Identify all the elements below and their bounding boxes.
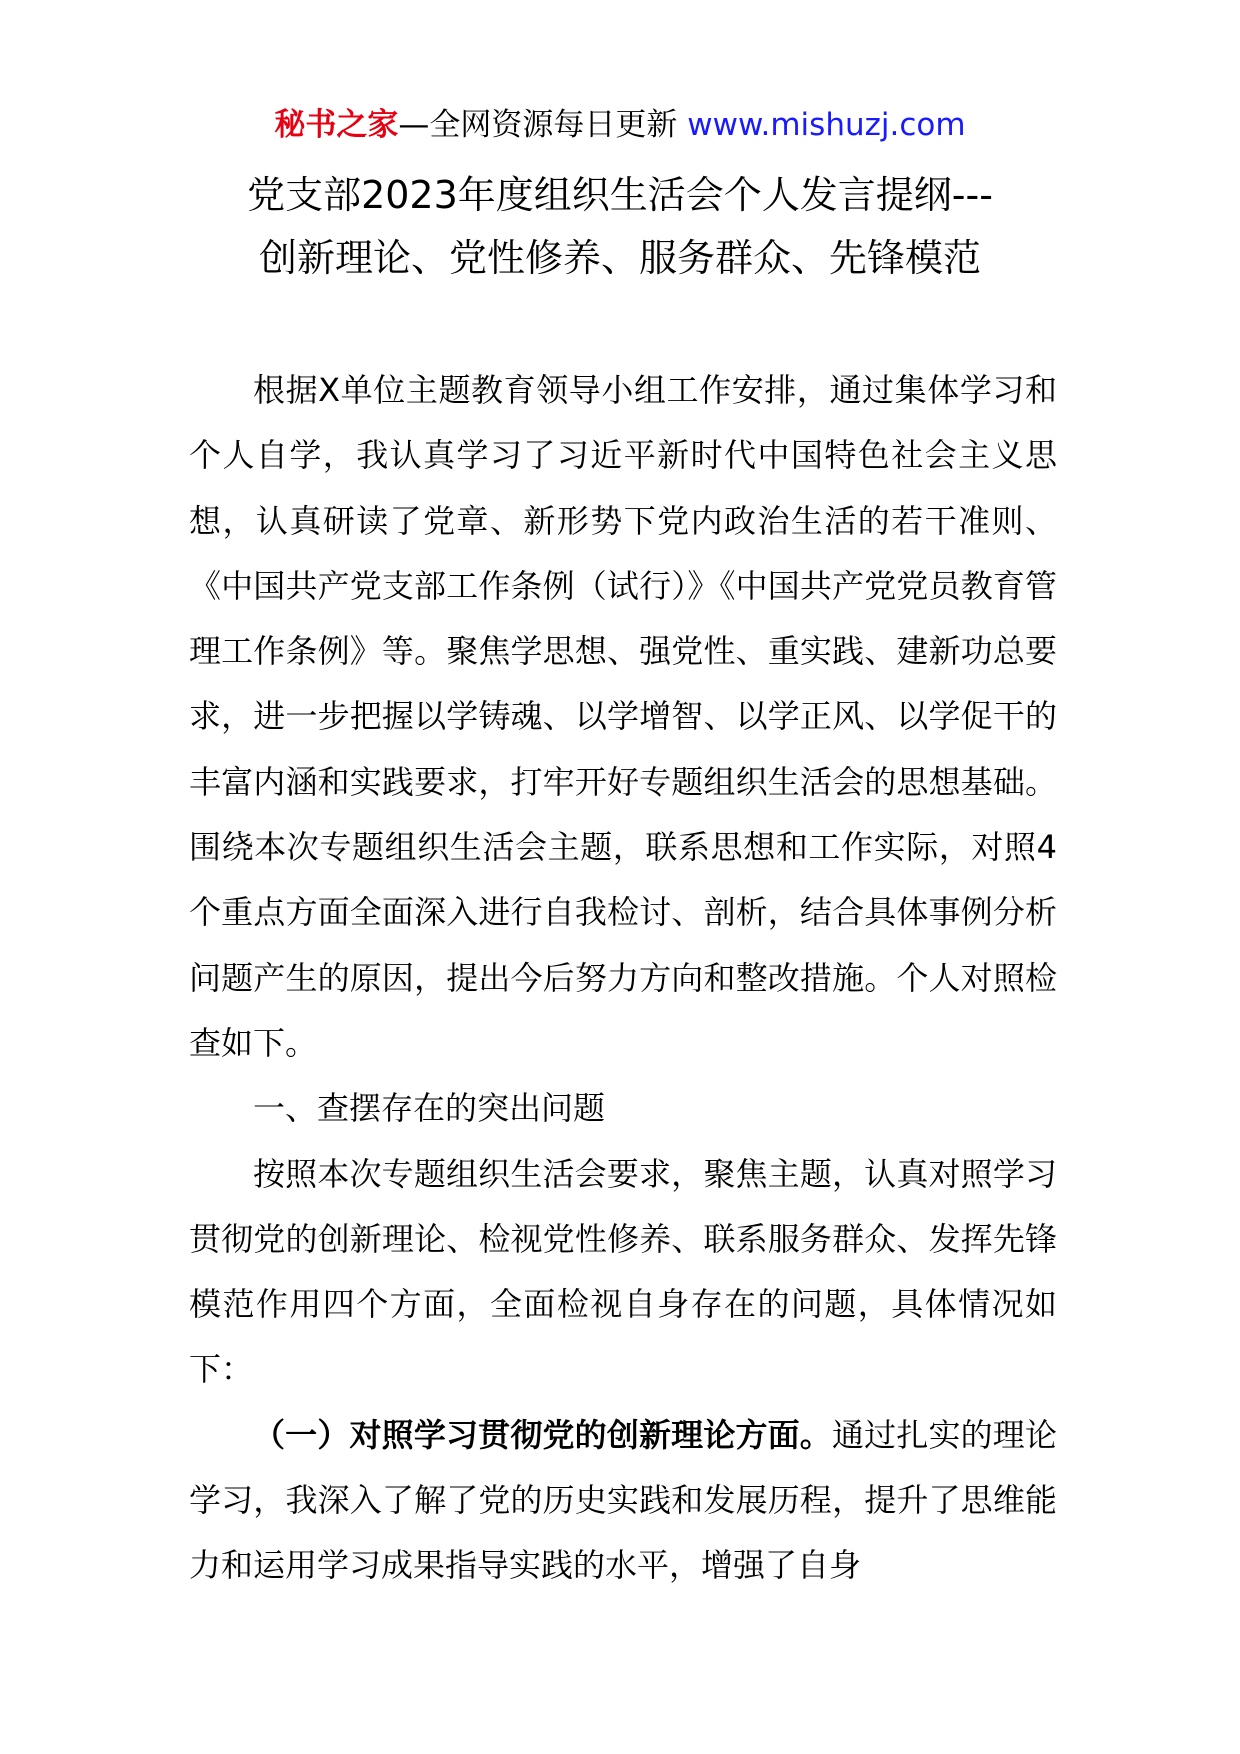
site-url-link[interactable]: www.mishuzj.com (687, 107, 966, 143)
title-line-2: 创新理论、党性修养、服务群众、先锋模范 (258, 236, 981, 280)
subsection-text: 通过扎实的理论学习，我深入了解了党的历史实践和发展历程，提升了思维能力和运用学习成果指导实践的水平，增强了自身 (189, 1415, 1057, 1585)
document-body (189, 358, 1057, 1599)
title-line-1: 党支部2023年度组织生活会个人发言提纲--- (247, 173, 993, 217)
site-header (0, 100, 1240, 150)
subsection-paragraph (189, 1403, 1057, 1599)
section-heading: 一、查摆存在的突出问题 (253, 1089, 606, 1128)
section-paragraph: 按照本次专题组织生活会要求，聚焦主题，认真对照学习贯彻党的创新理论、检视党性修养、联系服务群众、发挥先锋模范作用四个方面，全面检视自身存在的问题，具体情况如下： (189, 1154, 1057, 1389)
site-brand: 秘书之家 (274, 107, 399, 143)
subsection-heading: （一）对照学习贯彻党的创新理论方面。 (253, 1415, 832, 1454)
site-tagline: —全网资源每日更新 (398, 107, 688, 143)
document-title (0, 164, 1240, 290)
intro-paragraph: 根据X单位主题教育领导小组工作安排，通过集体学习和个人自学，我认真学习了习近平新时代中国特色社会主义思想，认真研读了党章、新形势下党内政治生活的若干准则、《中国共产党支部工作条例（试行）》《中国共产党党员教育管理工作条例》等。聚焦学思想、强党性、重实践、建新功总要求，进一步把握以学铸魂、以学增智、以学正风、以学促干的丰富内涵和实践要求，打牢开好专题组织生活会的思想基础。围绕本次专题组织生活会主题，联系思想和工作实际，对照4个重点方面全面深入进行自我检讨、剖析，结合具体事例分析问题产生的原因，提出今后努力方向和整改措施。个人对照检查如下。 (189, 371, 1057, 1062)
